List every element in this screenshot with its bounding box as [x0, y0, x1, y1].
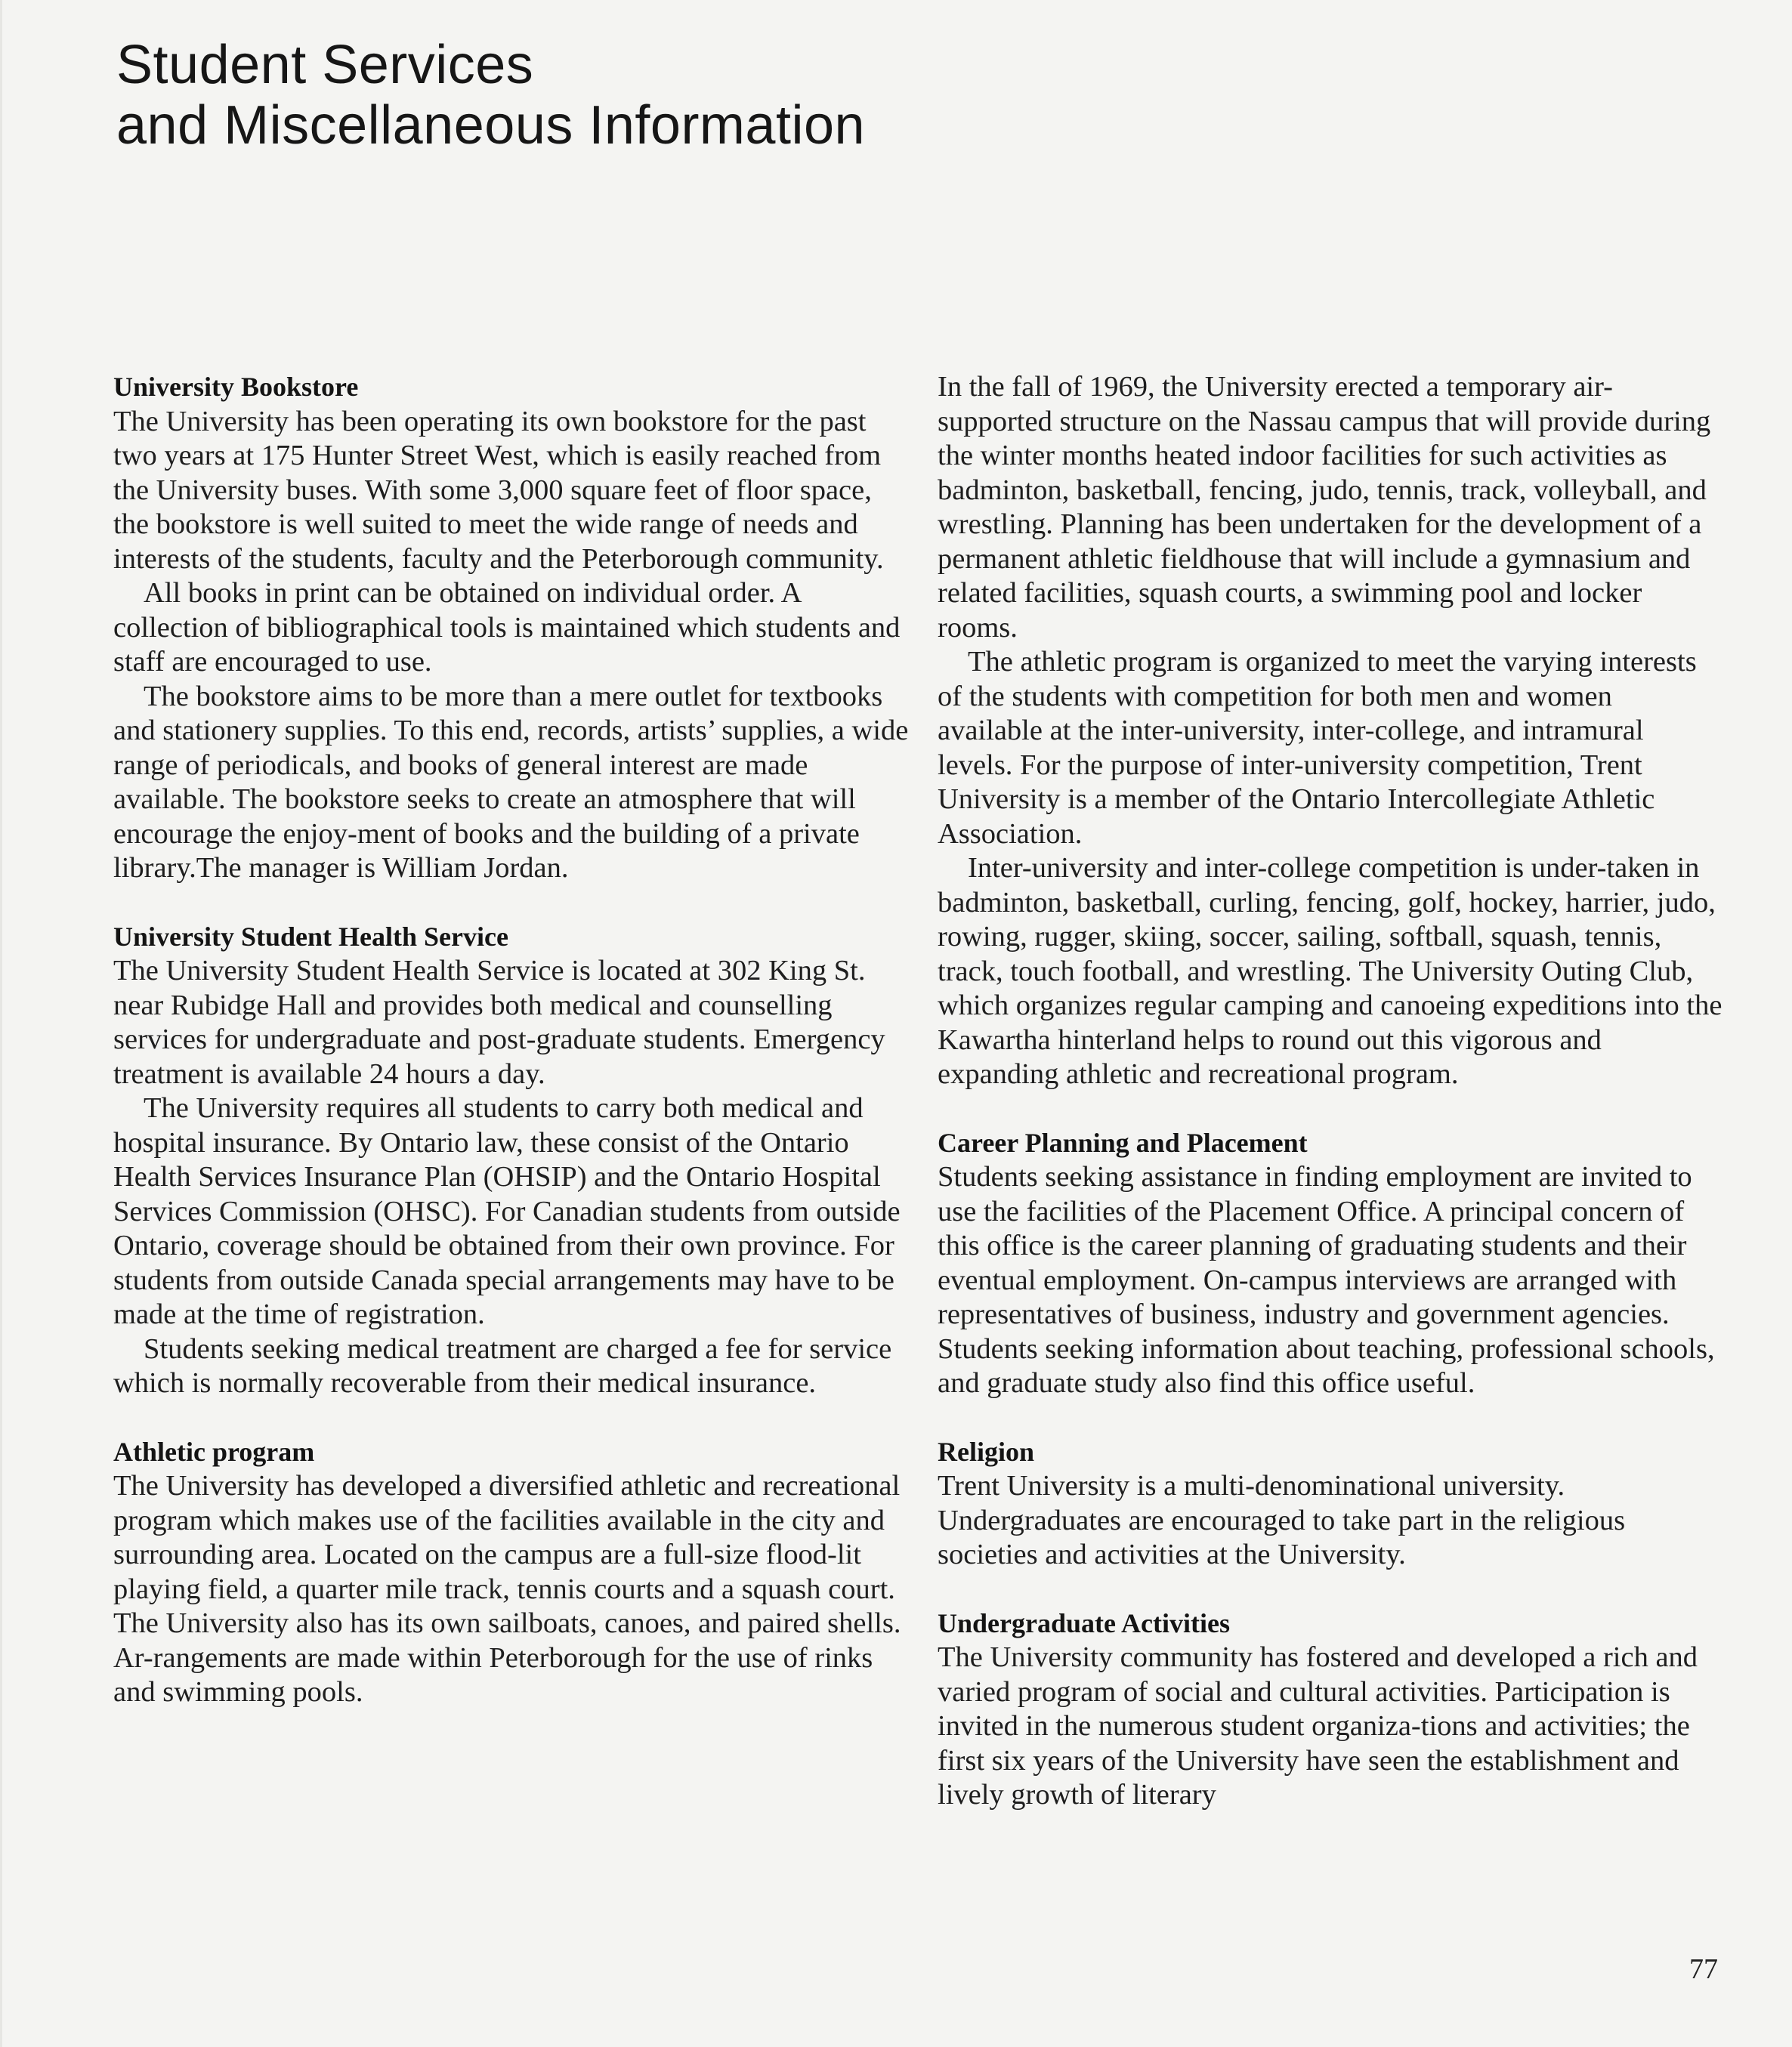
scan-edge: [0, 0, 2, 2047]
left-column: [113, 370, 914, 1744]
athletic-continued-paragraph-1: In the fall of 1969, the University erected a temporary air-supported structure on the Nassau campus that will provide during the winter months heated indoor facilities for such activities as badminton, basketball, fencing, judo, tennis, track, volleyball, and wrestling. Planning has been undertaken for the development of a permanent athletic fieldhouse that will include a gymnasium and related facilities, squash courts, a swimming pool and locker rooms.: [938, 371, 1711, 644]
bookstore-paragraph-3: The bookstore aims to be more than a mere outlet for textbooks and stationery supplies. To this end, records, artists’ supplies, a wide range of periodicals, and books of general interest are made available. The bookstore seeks to create an atmosphere that will encourage the enjoy-ment of books and the building of a private library.The manager is William Jordan.: [113, 680, 909, 884]
career-paragraph-1: Students seeking assistance in finding employment are invited to use the facilities of the Placement Office. A principal concern of this office is the career planning of graduating students and their eventual employment. On-campus interviews are arranged with representatives of business, industry and government agencies. Students seeking information about teaching, professional schools, and graduate study also find this office useful.: [938, 1161, 1715, 1399]
right-column: [938, 370, 1723, 1847]
page-number: 77: [1689, 1953, 1718, 1985]
activities-paragraph-1: The University community has fostered and developed a rich and varied program of social and cultural activities. Participation is invited in the numerous student organiza-tions and activities; the first six years of the University have seen the establishment and lively growth of literary: [938, 1641, 1698, 1811]
section-heading-activities: Undergraduate Activities: [938, 1607, 1230, 1638]
bookstore-paragraph-1: The University has been operating its own bookstore for the past two years at 175 Hunter Street West, which is easily reached from the University buses. With some 3,000 square feet of floor space, the bookstore is well suited to meet the wide range of needs and interests of the students, faculty and the Peterborough community.: [113, 405, 884, 575]
page-title-line-2: and Miscellaneous Information: [116, 95, 866, 156]
health-paragraph-1: The University Student Health Service is located at 302 King St. near Rubidge Hall and provides both medical and counselling services for undergraduate and post-graduate students. Emergency treatment is available 24 hours a day.: [113, 955, 885, 1090]
section-heading-athletic: Athletic program: [113, 1436, 315, 1467]
section-career: [938, 1126, 1723, 1401]
section-heading-career: Career Planning and Placement: [938, 1127, 1308, 1158]
section-heading-religion: Religion: [938, 1436, 1035, 1467]
section-heading-health: University Student Health Service: [113, 921, 508, 952]
health-paragraph-3: Students seeking medical treatment are charged a fee for service which is normally recoverable from their medical insurance.: [113, 1332, 892, 1399]
health-paragraph-2: The University requires all students to carry both medical and hospital insurance. By Ontario law, these consist of the Ontario Health Services Insurance Plan (OHSIP) and the Ontario Hospital Services Commission (OHSC). For Canadian students from outside Ontario, coverage should be obtained from their own province. For students from outside Canada special arrangements may have to be made at the time of registration.: [113, 1092, 901, 1330]
section-activities: [938, 1607, 1723, 1813]
athletic-continued-paragraph-3: Inter-university and inter-college competition is under-taken in badminton, basketball, curling, fencing, golf, hockey, harrier, judo, rowing, rugger, skiing, soccer, sailing, softball, squash, tennis, track, touch football, and wrestling. The University Outing Club, which organizes regular camping and canoeing expeditions into the Kawartha hinterland helps to round out this vigorous and expanding athletic and recreational program.: [938, 852, 1722, 1090]
page-title-line-1: Student Services: [116, 35, 534, 95]
section-athletic-continued: [938, 370, 1723, 1092]
section-health: [113, 920, 914, 1401]
religion-paragraph-1: Trent University is a multi-denominational university. Undergraduates are encouraged to take part in the religious societies and activities at the University.: [938, 1470, 1626, 1570]
section-religion: [938, 1435, 1723, 1573]
page-title: [116, 35, 865, 156]
athletic-continued-paragraph-2: The athletic program is organized to meet the varying interests of the students with competition for both men and women available at the inter-university, inter-college, and intramural levels. For the purpose of inter-university competition, Trent University is a member of the Ontario Intercollegiate Athletic Association.: [938, 646, 1697, 850]
section-bookstore: [113, 370, 914, 886]
section-athletic: [113, 1435, 914, 1710]
section-heading-bookstore: University Bookstore: [113, 372, 359, 402]
athletic-paragraph-1: The University has developed a diversified athletic and recreational program which makes use of the facilities available in the city and surrounding area. Located on the campus are a full-size flood-lit playing field, a quarter mile track, tennis courts and a squash court. The University also has its own sailboats, canoes, and paired shells. Ar-rangements are made within Peterborough for the use of rinks and swimming pools.: [113, 1470, 901, 1708]
bookstore-paragraph-2: All books in print can be obtained on individual order. A collection of bibliographical tools is maintained which students and staff are encouraged to use.: [113, 577, 901, 678]
